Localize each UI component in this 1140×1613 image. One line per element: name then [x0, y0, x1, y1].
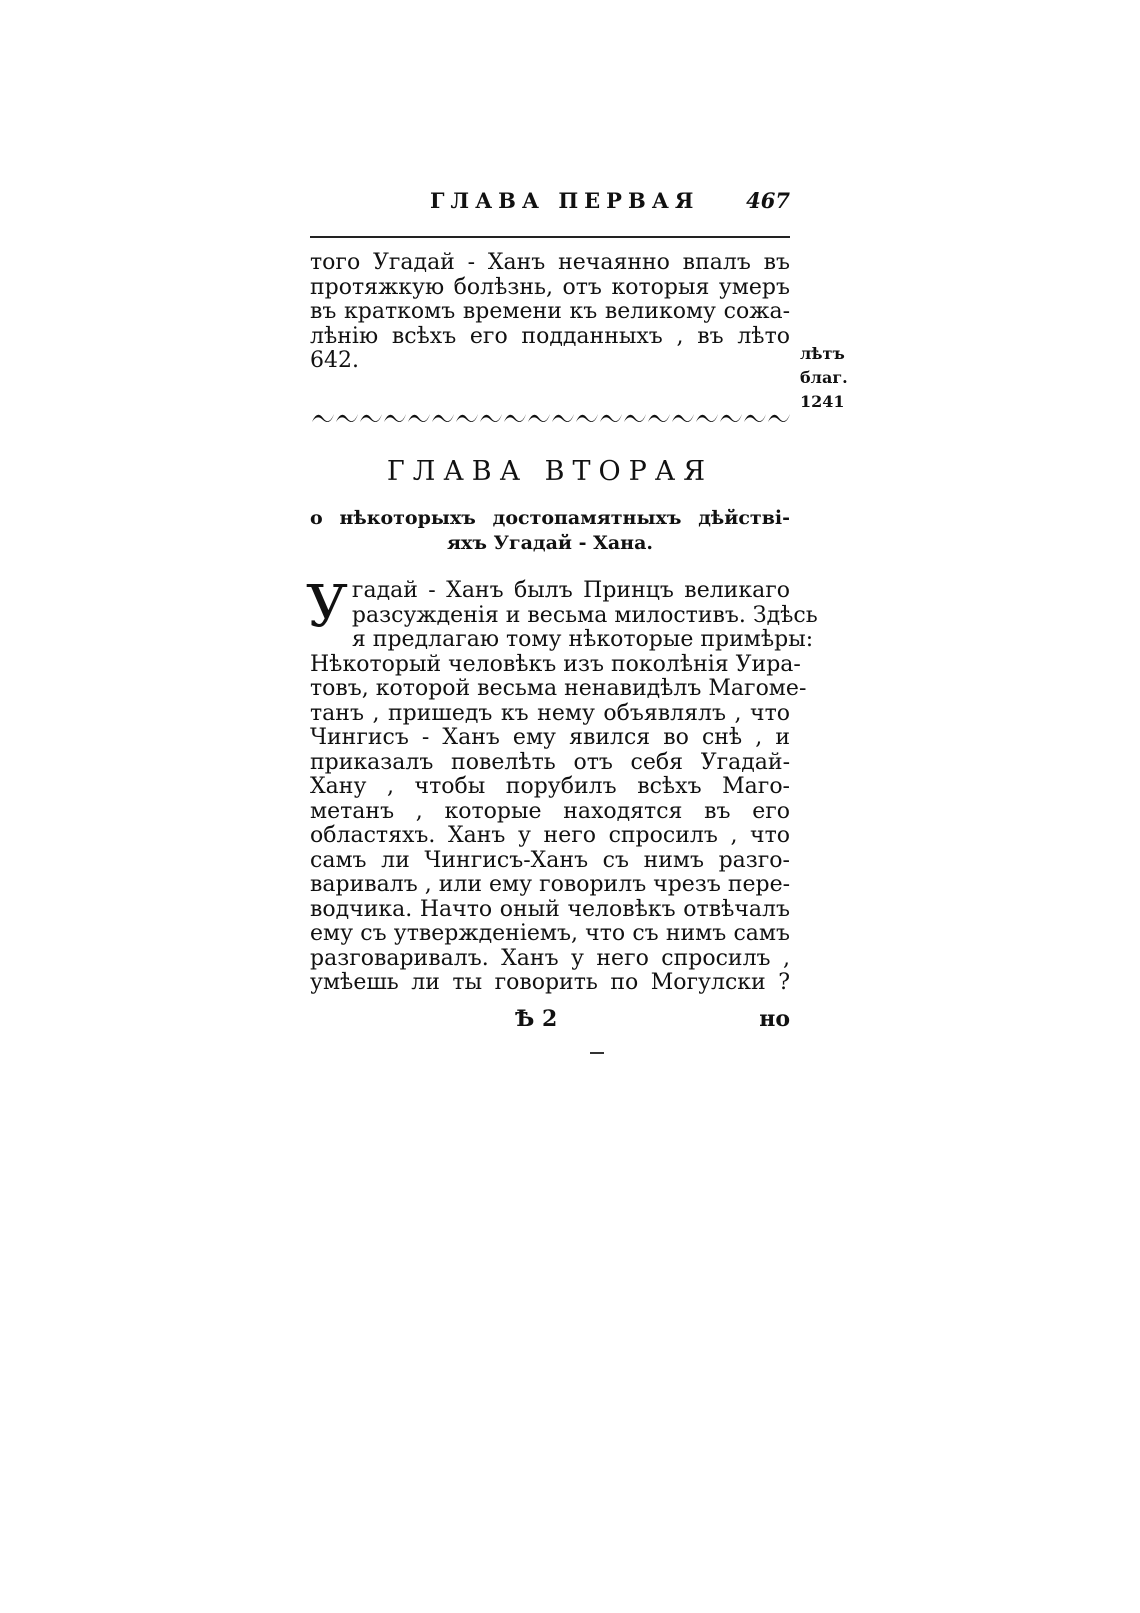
header-rule [310, 236, 790, 238]
text-line: 642. [310, 348, 359, 373]
ornament-flourish [528, 414, 550, 422]
text-line: умѣешь ли ты говорить по Могулски ? [310, 970, 790, 995]
ornament-flourish [552, 414, 574, 422]
stray-mark [590, 1052, 604, 1054]
text-line: областяхъ. Ханъ у него спросилъ , что [310, 823, 790, 848]
subtitle-line: о нѣкоторыхъ достопамятныхъ дѣйстві- [310, 507, 790, 529]
ornament-flourish [456, 414, 478, 422]
text-line: Хану , чтобы порубилъ всѣхъ Маго- [310, 774, 790, 799]
running-head [310, 188, 790, 222]
signature-mark: Ѣ 2 [515, 1006, 558, 1032]
ornament-flourish [432, 414, 454, 422]
text-line: метанъ , которые находятся въ его [310, 798, 790, 824]
paragraph-chapter-one-end [310, 251, 790, 374]
text-line: самъ ли Чингисъ-Ханъ съ нимъ разго- [310, 847, 790, 873]
ornament-flourish [720, 414, 742, 422]
ornament-divider [310, 408, 790, 430]
catchword: но [759, 1006, 790, 1032]
text-line: я предлагаю тому нѣкоторые примѣры: [351, 627, 814, 652]
margin-note-line: лѣтъ [800, 344, 845, 363]
text-line: ему съ утвержденіемъ, что съ нимъ самъ [310, 921, 790, 946]
subtitle-line: яхъ Угадай - Хана. [447, 532, 653, 554]
text-line: товъ, которой весьма ненавидѣлъ Магоме- [310, 676, 807, 701]
ornament-flourish [672, 414, 694, 422]
chapter-title: ГЛАВА ВТОРАЯ [386, 456, 714, 487]
ornament-flourish [648, 414, 670, 422]
text-line: варивалъ , или ему говорилъ чрезъ пере- [310, 872, 791, 897]
text-line: въ краткомъ времени къ великому сожа- [310, 299, 790, 324]
text-line: разсужденія и весьма милостивъ. Здѣсь [351, 602, 818, 628]
margin-note-line: 1241 [800, 392, 845, 411]
ornament-flourish [576, 414, 598, 422]
margin-note-line: благ. [800, 368, 848, 387]
ornament-flourish [768, 414, 790, 422]
text-line: Чингисъ - Ханъ ему явился во снѣ , и [310, 725, 790, 750]
ornament-flourish [744, 414, 766, 422]
ornament-flourish [600, 414, 622, 422]
ornament-flourish [384, 414, 406, 422]
text-line: водчика. Начто оный человѣкъ отвѣчалъ [310, 896, 790, 922]
page-footer [310, 1006, 790, 1036]
text-line: лѣнію всѣхъ его подданныхъ , въ лѣто [310, 323, 790, 349]
text-line: того Угадай - Ханъ нечаянно впалъ въ [310, 250, 790, 275]
ornament-flourish [312, 414, 334, 422]
ornament-flourish [696, 414, 718, 422]
paragraph-chapter-two [306, 572, 818, 996]
margin-note-year [800, 342, 848, 414]
ornament-flourish [408, 414, 430, 422]
text-line: протяжкую болѣзнь, отъ которыя умеръ [310, 274, 790, 300]
ornament-flourish [624, 414, 646, 422]
text-line: разговаривалъ. Ханъ у него спросилъ , [310, 945, 790, 971]
ornament-flourish [336, 414, 358, 422]
text-line: танъ , пришедъ къ нему объявлялъ , что [310, 700, 790, 726]
page-number: 467 [746, 188, 790, 213]
running-title: ГЛАВА ПЕРВАЯ [430, 188, 700, 213]
ornament-flourish [360, 414, 382, 422]
ornament-flourish [480, 414, 502, 422]
ornament-flourish [504, 414, 526, 422]
chapter-subtitle [310, 506, 790, 556]
text-line: гадай - Ханъ былъ Принцъ великаго [351, 578, 790, 603]
text-line: приказалъ повелѣть отъ себя Угадай- [310, 749, 790, 775]
text-line: Нѣкоторый человѣкъ изъ поколѣнія Уира- [310, 651, 801, 677]
drop-cap: У [306, 572, 348, 640]
